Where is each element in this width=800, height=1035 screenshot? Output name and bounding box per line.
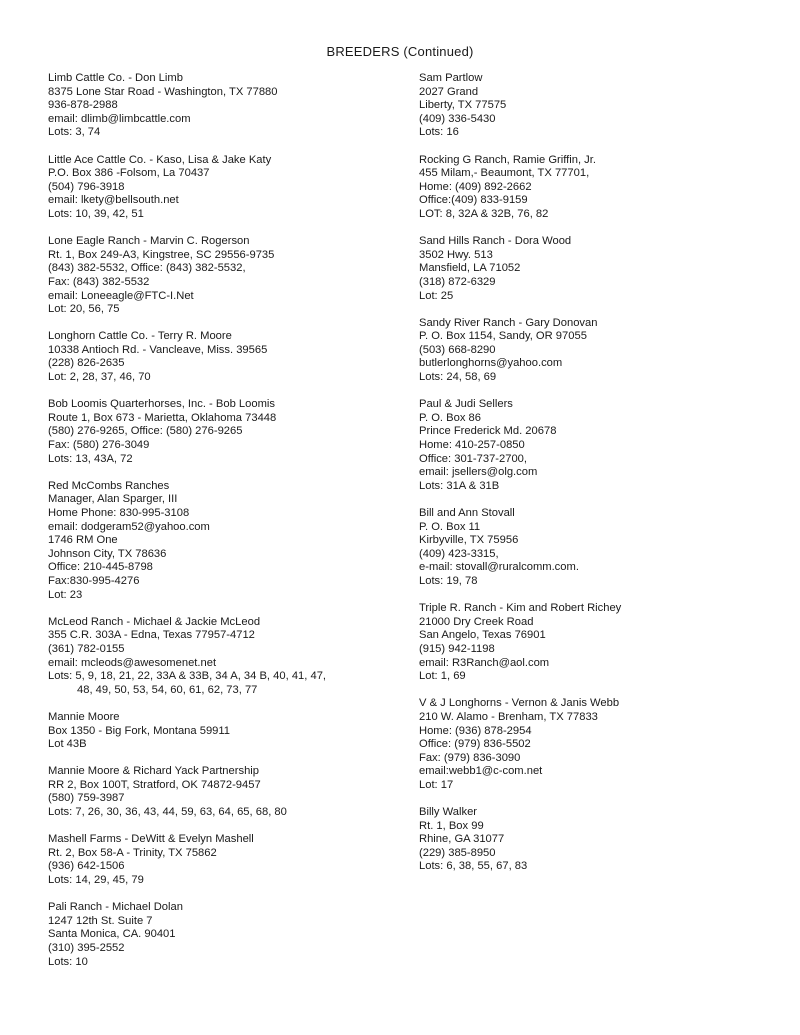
breeder-entry xyxy=(419,72,764,140)
breeder-entry xyxy=(419,317,764,385)
breeder-name: Bill and Ann Stovall xyxy=(419,507,515,519)
breeder-detail-line: Box 1350 - Big Fork, Montana 59911 xyxy=(48,724,231,737)
breeder-detail-line: email: Loneeagle@FTC-I.Net xyxy=(48,289,194,302)
breeder-detail-line: RR 2, Box 100T, Stratford, OK 74872-9457 xyxy=(48,778,261,791)
breeder-detail-line: (503) 668-8290 xyxy=(419,343,496,356)
breeder-detail-line: Lots: 19, 78 xyxy=(419,574,478,587)
breeder-detail-line: Johnson City, TX 78636 xyxy=(48,547,167,560)
breeder-name: McLeod Ranch - Michael & Jackie McLeod xyxy=(48,615,261,628)
breeder-detail-line: Home Phone: 830-995-3108 xyxy=(48,507,190,519)
breeder-detail-line: 210 W. Alamo - Brenham, TX 77833 xyxy=(419,710,598,723)
breeder-detail-line: Lot: 23 xyxy=(48,588,83,601)
breeder-detail-line: 8375 Lone Star Road - Washington, TX 77880 xyxy=(48,85,278,98)
breeder-entry xyxy=(48,330,393,384)
breeder-detail-line: (936) 642-1506 xyxy=(48,860,125,873)
breeder-name: Sand Hills Ranch - Dora Wood xyxy=(419,235,572,248)
breeder-name: Longhorn Cattle Co. - Terry R. Moore xyxy=(48,330,232,343)
breeder-name: Pali Ranch - Michael Dolan xyxy=(48,901,183,914)
breeder-entry xyxy=(48,154,393,222)
breeder-detail-line: (915) 942-1198 xyxy=(419,642,495,655)
breeder-detail-line: Fax: (979) 836-3090 xyxy=(419,751,521,764)
breeder-detail-line: 2027 Grand xyxy=(419,85,479,98)
breeder-name: V & J Longhorns - Vernon & Janis Webb xyxy=(419,697,620,710)
breeder-detail-line: 936-878-2988 xyxy=(48,99,118,112)
breeder-detail-line: email: dlimb@limbcattle.com xyxy=(48,112,191,125)
breeder-name: Mashell Farms - DeWitt & Evelyn Mashell xyxy=(48,833,254,846)
breeder-detail-line: Route 1, Box 673 - Marietta, Oklahoma 73448 xyxy=(48,411,277,424)
breeder-detail-line: Lots: 13, 43A, 72 xyxy=(48,452,133,465)
breeder-detail-line: Lot: 17 xyxy=(419,778,454,791)
breeder-detail-line: Lot 43B xyxy=(48,738,87,751)
breeder-detail-line: (504) 796-3918 xyxy=(48,180,125,193)
breeder-name: Bob Loomis Quarterhorses, Inc. - Bob Loomis xyxy=(48,398,275,411)
breeder-entry xyxy=(419,806,764,874)
breeder-entry xyxy=(48,72,393,140)
breeder-detail-line: Rt. 2, Box 58-A - Trinity, TX 75862 xyxy=(48,846,217,859)
breeder-detail-line: Lots: 10, 39, 42, 51 xyxy=(48,207,144,220)
breeder-entry xyxy=(48,711,393,752)
breeder-detail-line: butlerlonghorns@yahoo.com xyxy=(419,357,563,370)
breeder-detail-line: Lots: 14, 29, 45, 79 xyxy=(48,874,144,887)
breeder-detail-line: P.O. Box 386 -Folsom, La 70437 xyxy=(48,167,210,180)
breeder-name: Lone Eagle Ranch - Marvin C. Rogerson xyxy=(48,235,250,248)
breeder-detail-line: (580) 276-9265, Office: (580) 276-9265 xyxy=(48,425,243,438)
breeder-detail-line: Fax: (580) 276-3049 xyxy=(48,439,150,452)
breeder-detail-line: Lots: 16 xyxy=(419,126,459,139)
breeder-entry xyxy=(419,697,764,792)
breeder-detail-line: email: R3Ranch@aol.com xyxy=(419,656,550,669)
breeder-detail-line: P. O. Box 86 xyxy=(419,411,481,424)
breeder-detail-line: email: jsellers@olg.com xyxy=(419,466,538,479)
breeder-name: Billy Walker xyxy=(419,806,478,819)
breeder-detail-line: (580) 759-3987 xyxy=(48,792,125,805)
breeder-detail-line: Lots: 7, 26, 30, 36, 43, 44, 59, 63, 64, 65, 68, 80 xyxy=(48,806,287,819)
breeder-detail-line: P. O. Box 11 xyxy=(419,520,481,533)
breeder-name: Paul & Judi Sellers xyxy=(419,398,513,411)
breeder-name: Limb Cattle Co. - Don Limb xyxy=(48,72,183,84)
breeder-detail-line: (318) 872-6329 xyxy=(419,275,496,288)
breeder-detail-line: Office: (979) 836-5502 xyxy=(419,738,531,751)
breeder-detail-line: Rhine, GA 31077 xyxy=(419,833,505,846)
breeder-detail-line: (361) 782-0155 xyxy=(48,642,125,655)
breeder-detail-line: Rt. 1, Box 99 xyxy=(419,819,484,832)
breeder-detail-line: 10338 Antioch Rd. - Vancleave, Miss. 39565 xyxy=(48,343,268,356)
breeder-name: Little Ace Cattle Co. - Kaso, Lisa & Jake Katy xyxy=(48,153,272,166)
breeder-detail-line: 21000 Dry Creek Road xyxy=(419,615,534,628)
breeder-detail-line: Kirbyville, TX 75956 xyxy=(419,534,519,547)
breeder-detail-line: 1247 12th St. Suite 7 xyxy=(48,914,153,927)
breeder-detail-line: Office: 301-737-2700, xyxy=(419,452,528,465)
breeders-right-column xyxy=(419,72,764,888)
breeder-name: Red McCombs Ranches xyxy=(48,479,170,492)
breeder-name: Mannie Moore xyxy=(48,710,120,723)
breeder-entry xyxy=(419,507,764,589)
breeder-detail-line: e-mail: stovall@ruralcomm.com. xyxy=(419,561,579,574)
breeder-detail-line: Home: 410-257-0850 xyxy=(419,439,525,452)
breeder-detail-line: Lot: 1, 69 xyxy=(419,670,466,683)
breeder-entry xyxy=(419,398,764,493)
breeder-entry xyxy=(48,765,393,819)
breeder-detail-line: Fax:830-995-4276 xyxy=(48,574,140,587)
breeder-detail-line: Home: (936) 878-2954 xyxy=(419,724,532,737)
breeder-name: Sam Partlow xyxy=(419,72,483,84)
breeder-detail-line: email: dodgeram52@yahoo.com xyxy=(48,520,210,533)
breeder-detail-line: Rt. 1, Box 249-A3, Kingstree, SC 29556-9735 xyxy=(48,248,275,261)
breeder-detail-line: email: mcleods@awesomenet.net xyxy=(48,656,217,669)
breeder-detail-line: San Angelo, Texas 76901 xyxy=(419,629,546,642)
breeder-name: Triple R. Ranch - Kim and Robert Richey xyxy=(419,602,622,615)
breeder-detail-line: email:webb1@c-com.net xyxy=(419,765,543,778)
breeder-entry xyxy=(48,833,393,887)
breeder-detail-line: (409) 336-5430 xyxy=(419,112,496,125)
breeder-name: Rocking G Ranch, Ramie Griffin, Jr. xyxy=(419,153,596,166)
breeder-name: Mannie Moore & Richard Yack Partnership xyxy=(48,765,260,778)
breeder-detail-line: Santa Monica, CA. 90401 xyxy=(48,928,176,941)
breeder-detail-line: Manager, Alan Sparger, III xyxy=(48,493,178,506)
breeder-entry xyxy=(419,235,764,303)
breeder-detail-line: Lots: 10 xyxy=(48,955,88,968)
breeder-detail-line: 3502 Hwy. 513 xyxy=(419,248,493,261)
page-title: BREEDERS (Continued) xyxy=(326,44,474,59)
breeder-detail-line: Mansfield, LA 71052 xyxy=(419,262,521,275)
breeder-detail-line: Lot: 25 xyxy=(419,289,454,302)
breeder-entry xyxy=(419,154,764,222)
breeder-name: Sandy River Ranch - Gary Donovan xyxy=(419,316,598,329)
breeder-entry xyxy=(48,480,393,602)
breeder-detail-line: 1746 RM One xyxy=(48,534,118,547)
breeder-entry xyxy=(48,616,393,698)
breeder-detail-line: Office:(409) 833-9159 xyxy=(419,194,528,207)
breeder-detail-line: 48, 49, 50, 53, 54, 60, 61, 62, 73, 77 xyxy=(77,683,258,696)
breeder-detail-line: Lots: 5, 9, 18, 21, 22, 33A & 33B, 34 A, 34 B, 40, 41, 47, xyxy=(48,670,327,683)
breeder-detail-line: P. O. Box 1154, Sandy, OR 97055 xyxy=(419,330,587,343)
breeder-detail-line: (229) 385-8950 xyxy=(419,846,496,859)
breeder-detail-line: Lots: 31A & 31B xyxy=(419,479,500,492)
breeders-left-column xyxy=(48,72,393,983)
breeder-detail-line: Office: 210-445-8798 xyxy=(48,561,153,574)
breeder-detail-line: Lot: 2, 28, 37, 46, 70 xyxy=(48,371,151,384)
breeder-detail-line: Lot: 20, 56, 75 xyxy=(48,303,120,316)
breeder-detail-line: 355 C.R. 303A - Edna, Texas 77957-4712 xyxy=(48,629,255,642)
breeder-detail-line: 455 Milam,- Beaumont, TX 77701, xyxy=(419,167,590,180)
breeder-detail-line: Prince Frederick Md. 20678 xyxy=(419,425,557,438)
breeder-detail-line: Liberty, TX 77575 xyxy=(419,99,507,112)
breeder-entry xyxy=(48,398,393,466)
breeder-detail-line: (843) 382-5532, Office: (843) 382-5532, xyxy=(48,262,246,275)
breeder-detail-line: Lots: 24, 58, 69 xyxy=(419,371,497,384)
breeder-entry xyxy=(419,602,764,684)
breeder-detail-line: email: lkety@bellsouth.net xyxy=(48,194,179,207)
breeder-detail-line: Home: (409) 892-2662 xyxy=(419,180,532,193)
breeder-detail-line: (409) 423-3315, xyxy=(419,547,499,560)
breeder-detail-line: Lots: 3, 74 xyxy=(48,126,101,139)
breeder-detail-line: Lots: 6, 38, 55, 67, 83 xyxy=(419,860,528,873)
breeder-detail-line: (310) 395-2552 xyxy=(48,942,125,954)
breeder-entry xyxy=(48,235,393,317)
breeder-entry xyxy=(48,901,393,969)
breeder-detail-line: LOT: 8, 32A & 32B, 76, 82 xyxy=(419,207,549,220)
breeder-detail-line: Fax: (843) 382-5532 xyxy=(48,275,150,288)
breeder-detail-line: (228) 826-2635 xyxy=(48,357,125,370)
